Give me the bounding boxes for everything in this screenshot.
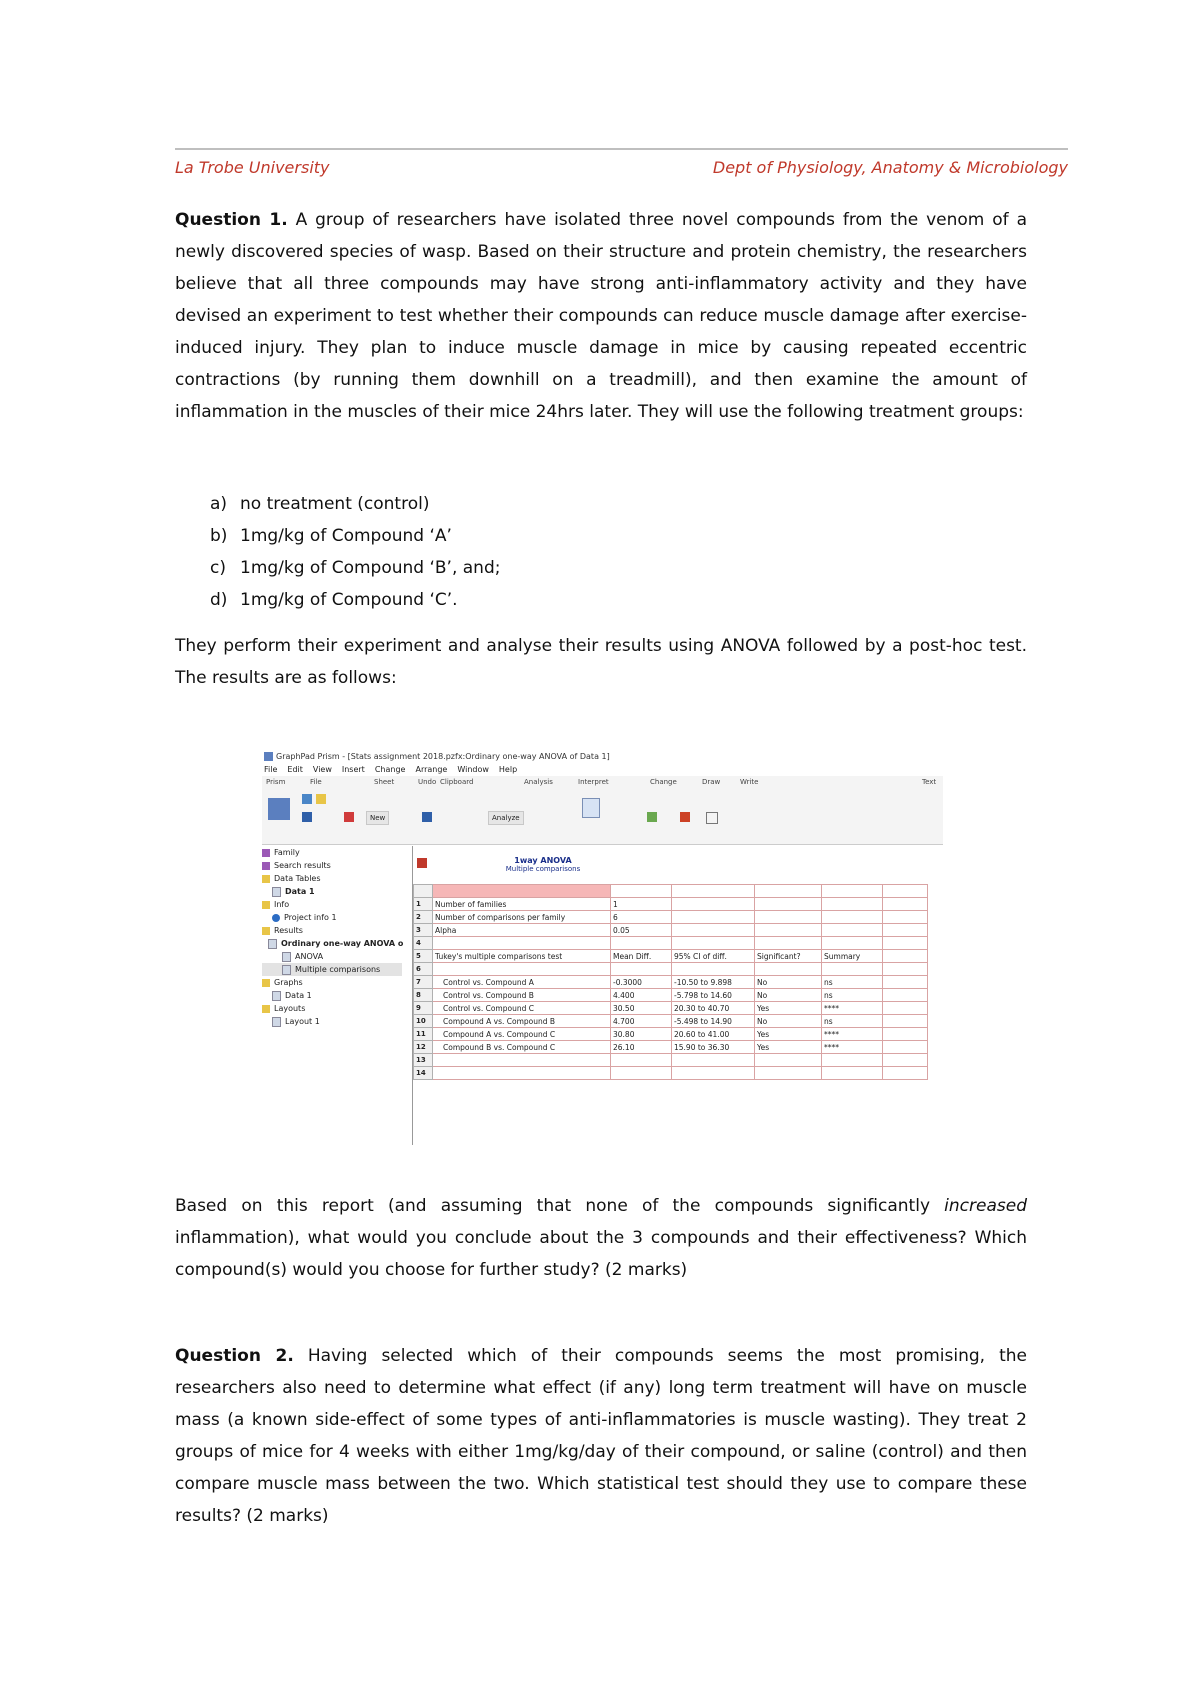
- nav-anova-result[interactable]: [262, 937, 402, 950]
- table-cell[interactable]: [755, 1067, 822, 1080]
- nav-label: Data Tables: [274, 874, 321, 883]
- table-cell[interactable]: [672, 1054, 755, 1067]
- table-cell[interactable]: [883, 898, 928, 911]
- ribbon-group-file: File: [310, 778, 322, 786]
- nav-family[interactable]: [262, 846, 402, 859]
- table-cell[interactable]: Tukey's multiple comparisons test: [433, 950, 611, 963]
- nav-label: Graphs: [274, 978, 303, 987]
- menu-insert[interactable]: Insert: [341, 765, 365, 774]
- folder-icon: [262, 901, 270, 909]
- list-marker: c): [210, 558, 226, 578]
- table-cell[interactable]: [611, 1067, 672, 1080]
- nav-project-info[interactable]: [262, 911, 402, 924]
- results-sheet-icon: [282, 952, 291, 962]
- table-cell[interactable]: [672, 963, 755, 976]
- table-cell[interactable]: [433, 885, 611, 898]
- table-cell[interactable]: [755, 963, 822, 976]
- nav-label: Search results: [274, 861, 331, 870]
- table-cell[interactable]: [755, 937, 822, 950]
- table-cell[interactable]: [883, 1054, 928, 1067]
- table-cell[interactable]: [822, 963, 883, 976]
- window-title: GraphPad Prism - [Stats assignment 2018.pzfx:Ordinary one-way ANOVA of Data 1]: [276, 752, 610, 761]
- table-cell[interactable]: 30.50: [611, 1002, 672, 1015]
- table-cell[interactable]: [883, 1028, 928, 1041]
- sheet-header: [413, 846, 943, 884]
- table-cell[interactable]: [822, 898, 883, 911]
- save-icon[interactable]: [302, 812, 312, 822]
- row-number: 4: [414, 937, 433, 950]
- table-cell[interactable]: [672, 1067, 755, 1080]
- table-cell[interactable]: [755, 885, 822, 898]
- table-cell[interactable]: ns: [822, 1015, 883, 1028]
- table-cell[interactable]: [672, 898, 755, 911]
- table-cell[interactable]: [672, 924, 755, 937]
- table-cell[interactable]: ****: [822, 1041, 883, 1054]
- table-cell[interactable]: [611, 963, 672, 976]
- nav-data-tables[interactable]: [262, 872, 402, 885]
- question-1-prompt: [175, 1190, 1027, 1286]
- table-cell[interactable]: [672, 937, 755, 950]
- table-cell[interactable]: [883, 1067, 928, 1080]
- ribbon-group-prism: Prism: [266, 778, 286, 786]
- list-marker: d): [210, 590, 228, 610]
- row-number: 8: [414, 989, 433, 1002]
- table-cell[interactable]: No: [755, 1015, 822, 1028]
- ribbon-group-analysis: Analysis: [524, 778, 553, 786]
- prompt-text-pre: Based on this report (and assuming that none of the compounds significantly: [175, 1196, 945, 1216]
- menu-help[interactable]: Help: [498, 765, 518, 774]
- table-cell[interactable]: [822, 911, 883, 924]
- analyze-button[interactable]: Analyze: [488, 811, 524, 825]
- table-cell[interactable]: [433, 963, 611, 976]
- ribbon-group-clipboard: Clipboard: [440, 778, 474, 786]
- table-cell[interactable]: 15.90 to 36.30: [672, 1041, 755, 1054]
- table-header-row: [414, 885, 928, 898]
- prism-icon[interactable]: [268, 798, 290, 820]
- table-cell[interactable]: Compound A vs. Compound C: [433, 1028, 611, 1041]
- nav-results[interactable]: [262, 924, 402, 937]
- nav-label: Data 1: [285, 991, 312, 1000]
- header-department: Dept of Physiology, Anatomy & Microbiology: [712, 158, 1068, 177]
- row-number: 9: [414, 1002, 433, 1015]
- table-cell[interactable]: 4.400: [611, 989, 672, 1002]
- table-cell[interactable]: [883, 950, 928, 963]
- table-cell[interactable]: [883, 1015, 928, 1028]
- row-number: 12: [414, 1041, 433, 1054]
- table-cell[interactable]: [822, 924, 883, 937]
- table-cell[interactable]: [755, 924, 822, 937]
- menu-change[interactable]: Change: [374, 765, 406, 774]
- treatment-groups-list: [210, 488, 500, 616]
- row-number: 1: [414, 898, 433, 911]
- data-table-icon: [272, 887, 281, 897]
- table-cell[interactable]: -0.3000: [611, 976, 672, 989]
- table-cell[interactable]: [822, 1067, 883, 1080]
- layout-icon: [272, 1017, 281, 1027]
- table-cell[interactable]: [433, 1054, 611, 1067]
- results-table-icon: [417, 858, 427, 868]
- table-cell[interactable]: 30.80: [611, 1028, 672, 1041]
- table-cell[interactable]: Alpha: [433, 924, 611, 937]
- nav-data-1[interactable]: [262, 885, 402, 898]
- table-cell[interactable]: [755, 1054, 822, 1067]
- table-row: [414, 924, 928, 937]
- menu-file[interactable]: File: [264, 765, 278, 774]
- nav-label: Info: [274, 900, 290, 909]
- nav-search-results[interactable]: [262, 859, 402, 872]
- table-row: [414, 989, 928, 1002]
- table-cell[interactable]: [822, 937, 883, 950]
- table-cell[interactable]: [672, 911, 755, 924]
- list-item: [210, 584, 500, 616]
- question-1-intro: [175, 204, 1027, 428]
- table-cell[interactable]: [611, 1054, 672, 1067]
- table-cell[interactable]: Control vs. Compound B: [433, 989, 611, 1002]
- list-marker: b): [210, 526, 228, 546]
- table-cell[interactable]: Yes: [755, 1028, 822, 1041]
- table-row: [414, 1015, 928, 1028]
- ribbon-group-interpret: Interpret: [578, 778, 609, 786]
- info-icon: [272, 914, 280, 922]
- ribbon-group-undo: Undo: [418, 778, 437, 786]
- table-cell[interactable]: [883, 937, 928, 950]
- nav-label: Layout 1: [285, 1017, 320, 1026]
- list-text: 1mg/kg of Compound ‘B’, and;: [240, 558, 501, 578]
- row-number: [414, 885, 433, 898]
- question-1-text: A group of researchers have isolated three novel compounds from the venom of a newly discovered species of wasp. Based on their structure and protein chemistry, the researchers believe that all three compounds may have strong anti-inflammatory activity and they have devised an experiment to test whether their compounds can reduce muscle damage after exercise-induced injury. They plan to induce muscle damage in mice by causing repeated eccentric contractions (by running them downhill on a treadmill), and then examine the amount of inflammation in the muscles of their mice 24hrs later. They will use the following treatment groups:: [175, 210, 1027, 422]
- nav-multiple-comparisons[interactable]: [262, 963, 402, 976]
- table-cell[interactable]: [883, 963, 928, 976]
- table-cell[interactable]: -5.498 to 14.90: [672, 1015, 755, 1028]
- change-chart-icon[interactable]: [647, 812, 657, 822]
- table-cell[interactable]: [883, 1041, 928, 1054]
- table-cell[interactable]: [822, 885, 883, 898]
- menu-edit[interactable]: Edit: [287, 765, 303, 774]
- delete-icon[interactable]: [344, 812, 354, 822]
- window-titlebar: [262, 750, 943, 763]
- ribbon-group-change: Change: [650, 778, 677, 786]
- navigator-panel: [262, 846, 402, 1145]
- table-cell[interactable]: 95% CI of diff.: [672, 950, 755, 963]
- table-cell[interactable]: [755, 898, 822, 911]
- table-cell[interactable]: Yes: [755, 1002, 822, 1015]
- table-row: [414, 937, 928, 950]
- prism-app-icon: [264, 752, 273, 761]
- nav-label: ANOVA: [295, 952, 324, 961]
- table-cell[interactable]: ns: [822, 976, 883, 989]
- folder-icon: [262, 862, 270, 870]
- row-number: 6: [414, 963, 433, 976]
- row-number: 10: [414, 1015, 433, 1028]
- table-cell[interactable]: 26.10: [611, 1041, 672, 1054]
- table-cell[interactable]: [883, 924, 928, 937]
- folder-icon: [262, 849, 270, 857]
- nav-label: Project info 1: [284, 913, 337, 922]
- folder-icon: [262, 979, 270, 987]
- table-cell[interactable]: [883, 989, 928, 1002]
- table-row: [414, 1002, 928, 1015]
- menu-view[interactable]: View: [312, 765, 332, 774]
- table-cell[interactable]: Compound A vs. Compound B: [433, 1015, 611, 1028]
- table-cell[interactable]: [672, 885, 755, 898]
- multiple-comparisons-table: [413, 884, 928, 1080]
- prompt-text-emphasis: increased: [944, 1196, 1027, 1216]
- sheet-title-main: 1way ANOVA: [514, 856, 572, 865]
- results-icon: [268, 939, 277, 949]
- table-cell[interactable]: [611, 885, 672, 898]
- menu-bar: [262, 763, 943, 776]
- nav-label: Family: [274, 848, 300, 857]
- table-row: [414, 950, 928, 963]
- nav-graphs[interactable]: [262, 976, 402, 989]
- ribbon-group-sheet: Sheet: [374, 778, 395, 786]
- change-color-icon[interactable]: [680, 812, 690, 822]
- table-cell[interactable]: -5.798 to 14.60: [672, 989, 755, 1002]
- menu-window[interactable]: Window: [457, 765, 489, 774]
- table-cell[interactable]: Number of comparisons per family: [433, 911, 611, 924]
- table-cell[interactable]: Control vs. Compound A: [433, 976, 611, 989]
- table-row: [414, 976, 928, 989]
- table-cell[interactable]: No: [755, 976, 822, 989]
- nav-label: Multiple comparisons: [295, 965, 381, 974]
- table-row: [414, 911, 928, 924]
- table-cell[interactable]: [883, 976, 928, 989]
- table-row: [414, 963, 928, 976]
- table-cell[interactable]: Mean Diff.: [611, 950, 672, 963]
- row-number: 5: [414, 950, 433, 963]
- results-sheet-icon: [282, 965, 291, 975]
- table-cell[interactable]: No: [755, 989, 822, 1002]
- table-row: [414, 1054, 928, 1067]
- draw-shape-icon[interactable]: [706, 812, 718, 824]
- list-item: [210, 520, 500, 552]
- ribbon-group-text: Text: [922, 778, 937, 786]
- list-item: [210, 488, 500, 520]
- header-rule: [175, 148, 1068, 150]
- row-number: 13: [414, 1054, 433, 1067]
- table-cell[interactable]: [883, 1002, 928, 1015]
- nav-layout-1[interactable]: [262, 1015, 402, 1028]
- table-row: [414, 1041, 928, 1054]
- question-2: [175, 1340, 1027, 1532]
- table-cell[interactable]: [755, 911, 822, 924]
- question-1-label: Question 1.: [175, 210, 288, 230]
- table-cell[interactable]: Compound B vs. Compound C: [433, 1041, 611, 1054]
- table-cell[interactable]: Significant?: [755, 950, 822, 963]
- table-cell[interactable]: Yes: [755, 1041, 822, 1054]
- nav-label: Ordinary one-way ANOVA o: [281, 939, 404, 948]
- nav-graph-data-1[interactable]: [262, 989, 402, 1002]
- ribbon-toolbar: [262, 776, 943, 845]
- table-cell[interactable]: 20.30 to 40.70: [672, 1002, 755, 1015]
- graph-icon: [272, 991, 281, 1001]
- nav-info[interactable]: [262, 898, 402, 911]
- row-number: 7: [414, 976, 433, 989]
- interpret-icon[interactable]: [582, 798, 600, 818]
- table-cell[interactable]: [433, 937, 611, 950]
- table-row: [414, 1067, 928, 1080]
- row-number: 14: [414, 1067, 433, 1080]
- table-row: [414, 898, 928, 911]
- undo-icon[interactable]: [422, 812, 432, 822]
- folder-icon: [262, 927, 270, 935]
- sheet-title-sub: Multiple comparisons: [505, 865, 581, 873]
- list-marker: a): [210, 494, 228, 514]
- nav-label: Results: [274, 926, 303, 935]
- ribbon-group-write: Write: [740, 778, 759, 786]
- question-2-label: Question 2.: [175, 1346, 294, 1366]
- question-2-text: Having selected which of their compounds seems the most promising, the researchers also need to determine what effect (if any) long term treatment will have on muscle mass (a known side-effect of some types of anti-inflammatories is muscle wasting). They treat 2 groups of mice for 4 weeks with either 1mg/kg/day of their compound, or saline (control) and then compare muscle mass between the two. Which statistical test should they use to compare these results? (2 marks): [175, 1346, 1027, 1526]
- row-number: 2: [414, 911, 433, 924]
- header-university: La Trobe University: [175, 158, 330, 177]
- table-cell[interactable]: ****: [822, 1028, 883, 1041]
- table-row: [414, 1028, 928, 1041]
- table-cell[interactable]: [433, 1067, 611, 1080]
- folder-icon: [262, 1005, 270, 1013]
- list-text: 1mg/kg of Compound ‘A’: [240, 526, 452, 546]
- row-number: 11: [414, 1028, 433, 1041]
- open-file-icon[interactable]: [316, 794, 326, 804]
- table-cell[interactable]: [611, 937, 672, 950]
- table-cell[interactable]: [883, 885, 928, 898]
- menu-arrange[interactable]: Arrange: [415, 765, 448, 774]
- ribbon-group-draw: Draw: [702, 778, 721, 786]
- table-cell[interactable]: 20.60 to 41.00: [672, 1028, 755, 1041]
- table-cell[interactable]: 0.05: [611, 924, 672, 937]
- list-text: 1mg/kg of Compound ‘C’.: [240, 590, 458, 610]
- prism-screenshot: [262, 750, 943, 1145]
- nav-label: Data 1: [285, 887, 315, 896]
- new-sheet-button[interactable]: New: [366, 811, 389, 825]
- table-cell[interactable]: Number of families: [433, 898, 611, 911]
- folder-icon: [262, 875, 270, 883]
- table-cell[interactable]: Control vs. Compound C: [433, 1002, 611, 1015]
- table-cell[interactable]: 4.700: [611, 1015, 672, 1028]
- prompt-text-post: inflammation), what would you conclude about the 3 compounds and their effectiveness? Which compound(s) would you choose for further study? (2 marks): [175, 1228, 1027, 1280]
- table-cell[interactable]: 6: [611, 911, 672, 924]
- sheet-title: [483, 856, 603, 874]
- nav-anova[interactable]: [262, 950, 402, 963]
- results-intro: They perform their experiment and analyse their results using ANOVA followed by a post-hoc test. The results are as follows:: [175, 636, 1027, 688]
- list-item: [210, 552, 500, 584]
- table-cell[interactable]: Summary: [822, 950, 883, 963]
- row-number: 3: [414, 924, 433, 937]
- table-cell[interactable]: 1: [611, 898, 672, 911]
- results-sheet: [412, 846, 943, 1145]
- list-text: no treatment (control): [240, 494, 430, 514]
- table-cell[interactable]: [822, 1054, 883, 1067]
- table-cell[interactable]: [883, 911, 928, 924]
- nav-layouts[interactable]: [262, 1002, 402, 1015]
- nav-label: Layouts: [274, 1004, 306, 1013]
- table-cell[interactable]: ns: [822, 989, 883, 1002]
- table-cell[interactable]: -10.50 to 9.898: [672, 976, 755, 989]
- new-file-icon[interactable]: [302, 794, 312, 804]
- table-cell[interactable]: ****: [822, 1002, 883, 1015]
